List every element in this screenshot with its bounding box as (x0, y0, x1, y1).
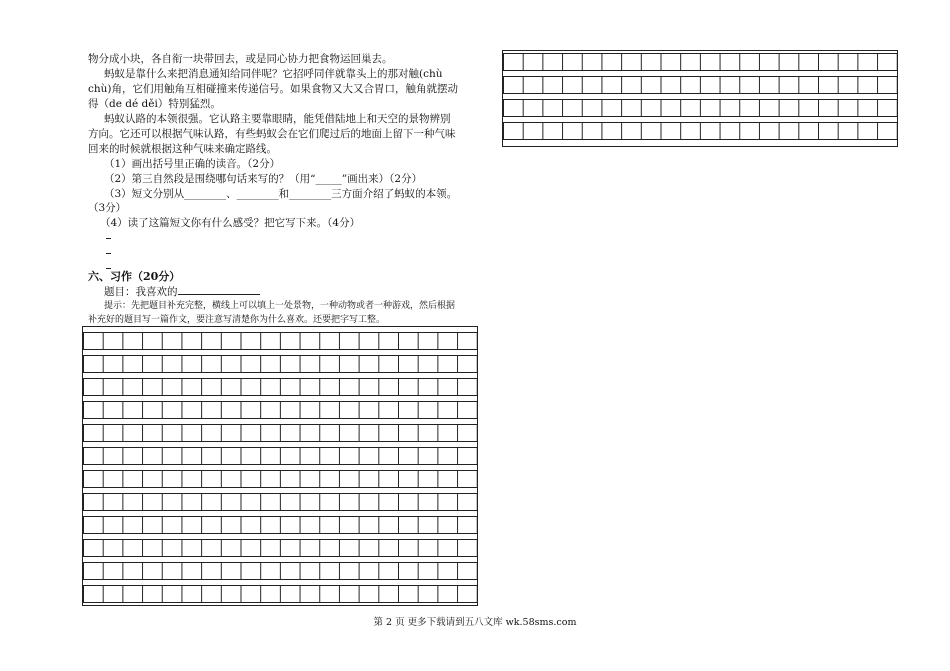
grid-cells (83, 333, 477, 349)
passage-line-3: chù)角，它们用触角互相碰撞来传递信号。如果食物又大又合胃口，触角就摆动 (88, 83, 459, 95)
passage-line-2: 蚂蚁是靠什么来把消息通知给同伴呢？它招呼同伴就靠头上的那对触(chù (104, 68, 443, 80)
grid-cells (83, 379, 477, 395)
passage-line-7: 回来的时候就根据这种气味来确定路线。 (88, 143, 277, 155)
grid-row[interactable] (503, 53, 897, 71)
grid-row[interactable] (503, 99, 897, 117)
grid-row[interactable] (83, 562, 477, 580)
grid-cells (503, 100, 897, 116)
answer-line-3 (106, 268, 111, 269)
essay-hint-line-1: 提示：先把题目补充完整，横线上可以填上一处景物，一种动物或者一种游戏，然后根据 (104, 301, 456, 311)
essay-topic (104, 284, 260, 299)
grid-row[interactable] (83, 447, 477, 465)
writing-grid-right[interactable] (502, 50, 898, 147)
page-footer: 第 2 页 更多下载请到五八文库 wk.58sms.com (373, 617, 577, 628)
question-4: （4）读了这篇短文你有什么感受？把它写下来。（4分） (100, 217, 361, 229)
section-6-heading: 六、习作（20分） (88, 270, 181, 283)
grid-cells (83, 425, 477, 441)
grid-row[interactable] (83, 493, 477, 511)
writing-grid-left[interactable] (82, 326, 478, 606)
grid-row[interactable] (83, 401, 477, 419)
answer-line-1 (106, 238, 111, 239)
grid-row[interactable] (503, 76, 897, 94)
grid-row[interactable] (503, 122, 897, 140)
question-3-score: （3分） (88, 202, 127, 214)
grid-cells (83, 586, 477, 602)
grid-cells (83, 517, 477, 533)
grid-cells (503, 77, 897, 93)
grid-cells (83, 540, 477, 556)
grid-row[interactable] (83, 470, 477, 488)
essay-hint-line-2: 补充好的题目写一篇作文，要注意写清楚你为什么喜欢。还要把字写工整。 (88, 315, 386, 325)
question-1: （1）画出括号里正确的读音。（2分） (104, 158, 281, 170)
grid-row[interactable] (83, 378, 477, 396)
passage-line-6: 方向。它还可以根据气味认路，有些蚂蚁会在它们爬过后的地面上留下一种气味 (88, 128, 456, 140)
question-2: （2）第三自然段是围绕哪句话来写的？（用“_____”画出来）（2分） (104, 173, 423, 185)
essay-topic-label: 题目：我喜欢的 (104, 286, 178, 298)
question-3: （3）短文分别从________、________和________三方面介绍了蚂蚁的本领。 (104, 188, 458, 200)
grid-cells (83, 356, 477, 372)
grid-cells (503, 123, 897, 139)
grid-row[interactable] (83, 516, 477, 534)
grid-cells (83, 494, 477, 510)
grid-cells (83, 402, 477, 418)
answer-line-2 (106, 253, 111, 254)
grid-cells (83, 563, 477, 579)
grid-row[interactable] (83, 539, 477, 557)
passage-line-1: 物分成小块，各自衔一块带回去，或是同心协力把食物运回巢去。 (88, 53, 393, 65)
grid-row[interactable] (83, 585, 477, 603)
passage-line-4: 得（de dé děi）特别猛烈。 (88, 98, 221, 110)
grid-cells (83, 471, 477, 487)
grid-row[interactable] (83, 424, 477, 442)
essay-topic-blank (178, 284, 260, 295)
grid-row[interactable] (83, 355, 477, 373)
grid-cells (83, 448, 477, 464)
grid-row[interactable] (83, 332, 477, 350)
grid-cells (503, 54, 897, 70)
passage-line-5: 蚂蚁认路的本领很强。它认路主要靠眼睛，能凭借陆地上和天空的景物辨别 (104, 113, 451, 125)
